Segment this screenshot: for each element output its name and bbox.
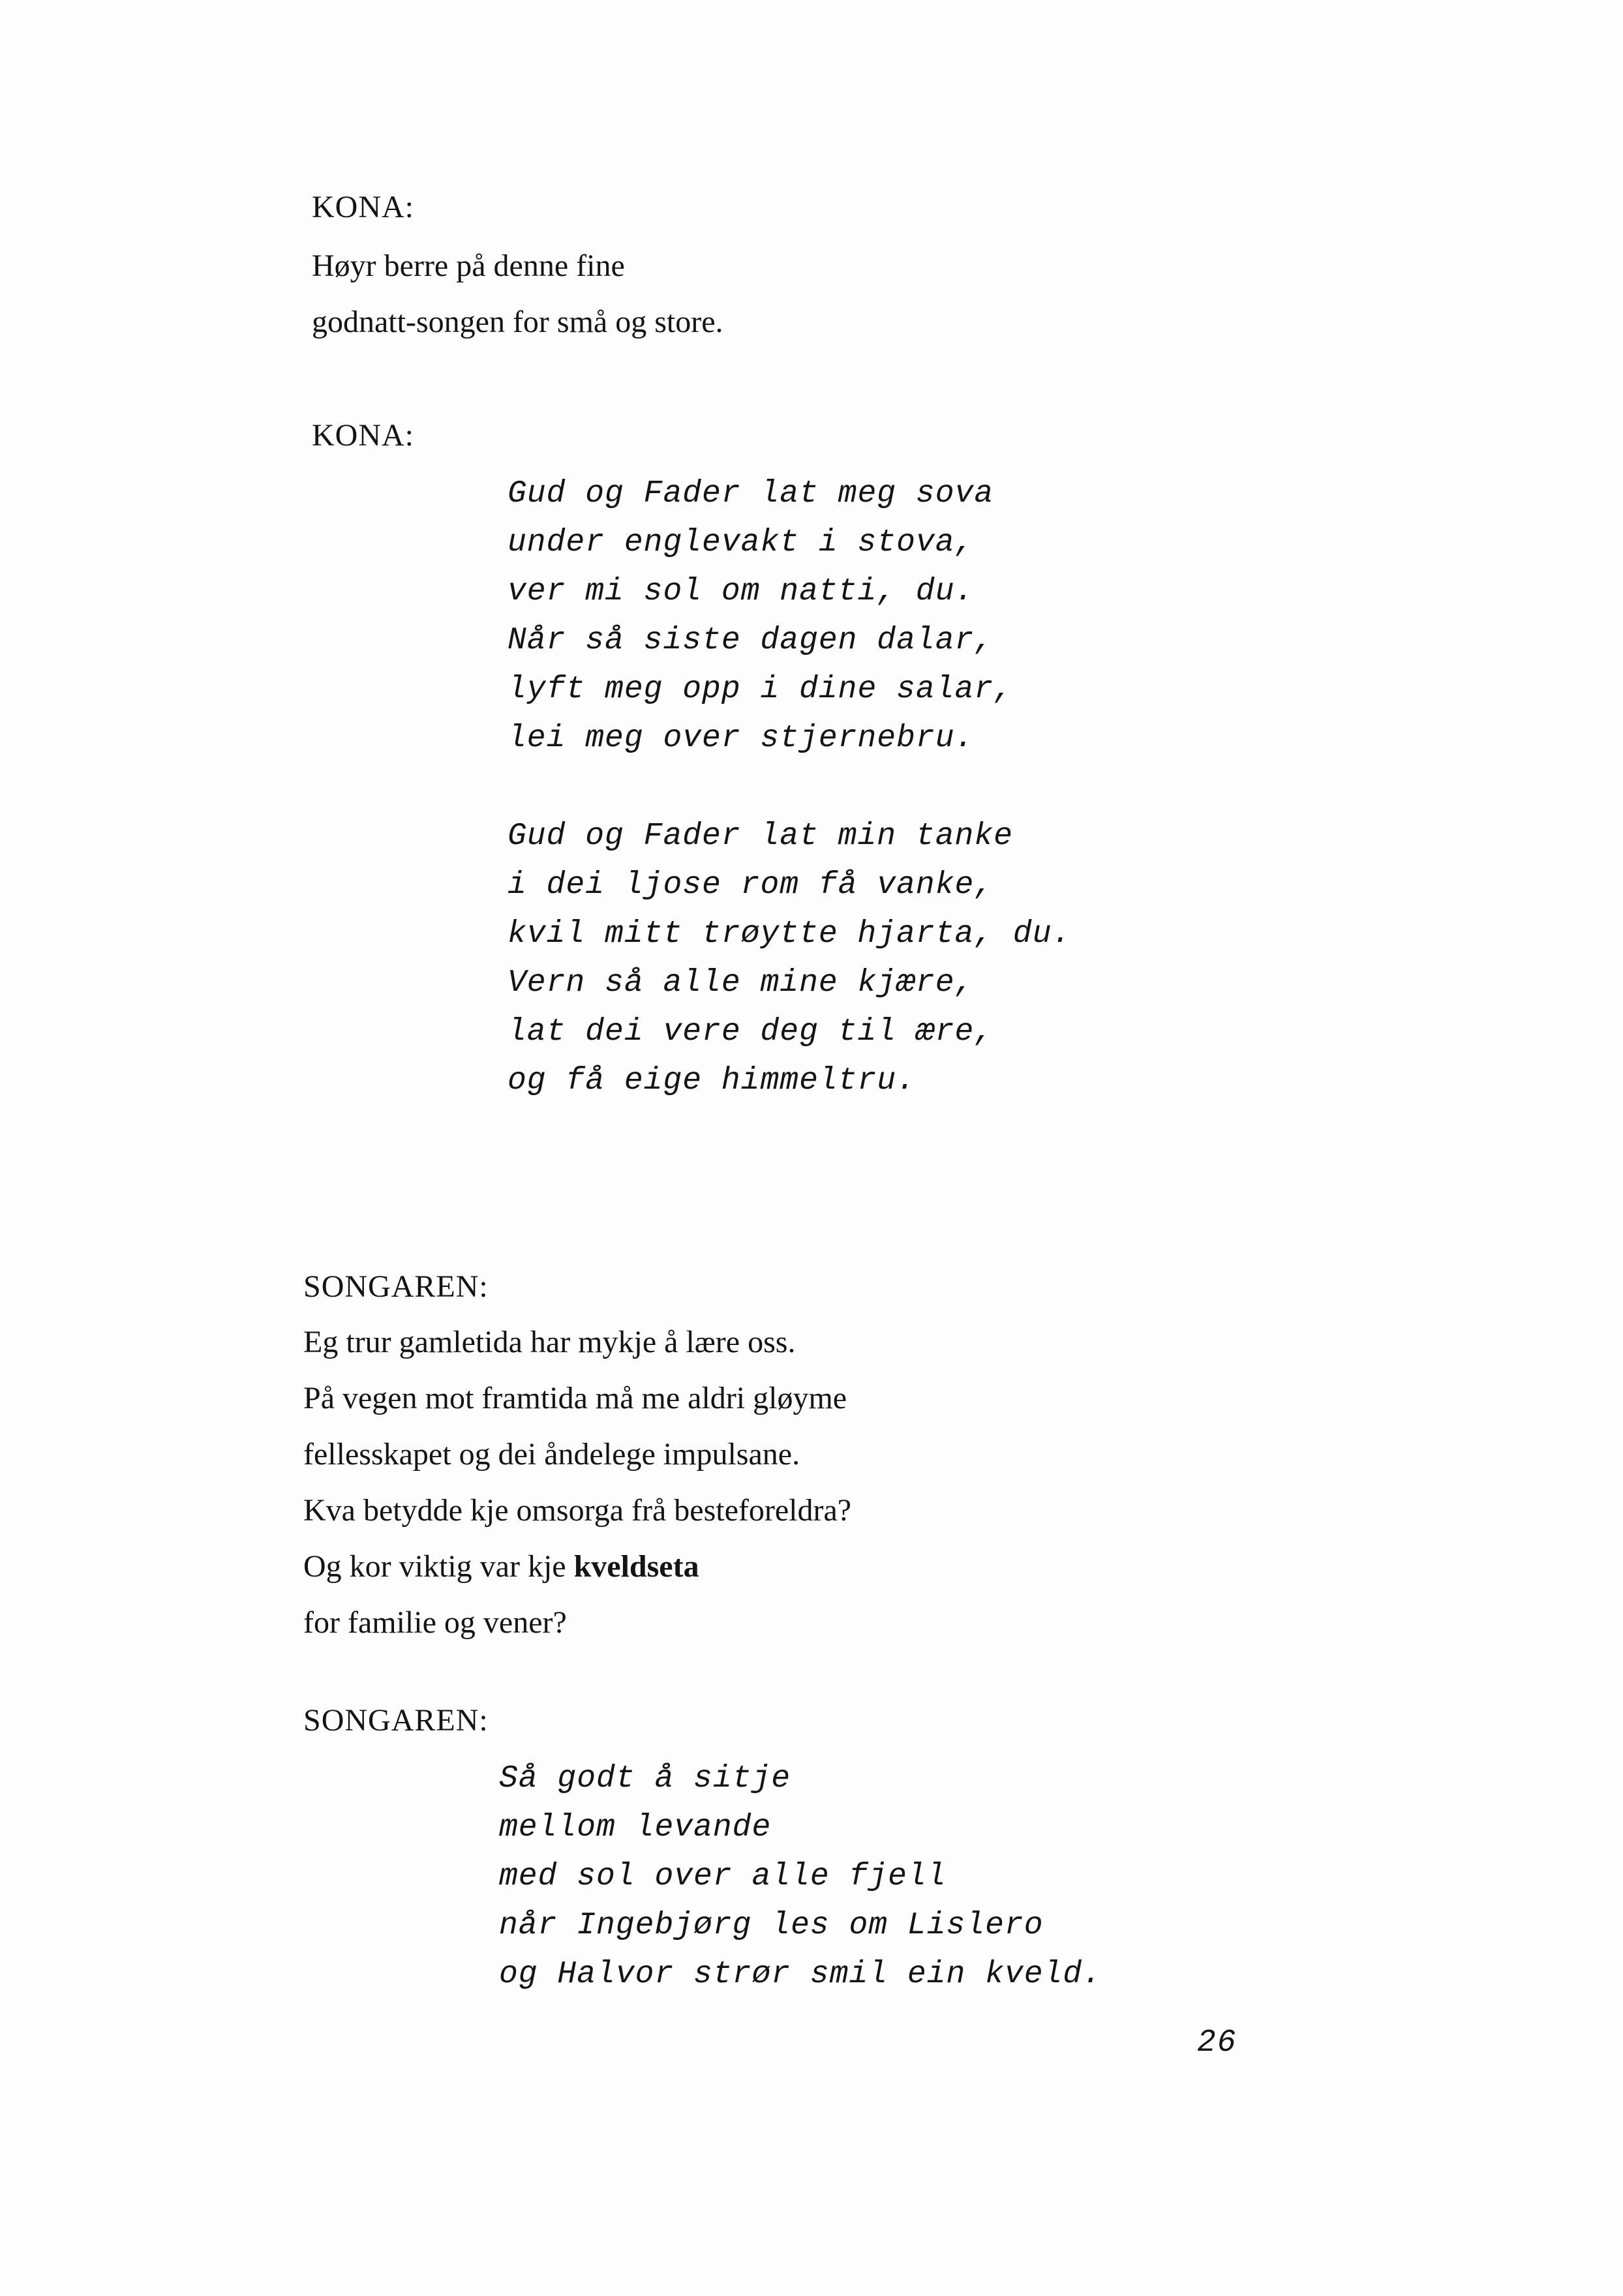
dialogue-block xyxy=(303,1314,851,1651)
speaker-label: SONGAREN: xyxy=(303,1703,489,1738)
verse-line: Vern så alle mine kjære, xyxy=(508,965,975,1001)
dialogue-line: Høyr berre på denne fine xyxy=(312,249,625,283)
dialogue-line: for familie og vener? xyxy=(303,1605,567,1640)
dialogue-line: Kva betydde kje omsorga frå besteforeldra? xyxy=(303,1493,852,1528)
emphasized-word: kveldseta xyxy=(573,1549,699,1584)
dialogue-line: godnatt-songen for små og store. xyxy=(312,305,723,339)
verse-block xyxy=(499,1755,1102,1999)
dialogue-text: Og kor viktig var kje xyxy=(303,1549,574,1584)
verse-line: kvil mitt trøytte hjarta, du. xyxy=(508,916,1072,952)
dialogue-block xyxy=(312,238,723,350)
dialogue-line: På vegen mot framtida må me aldri gløyme xyxy=(303,1381,847,1415)
speaker-label: SONGAREN: xyxy=(303,1269,489,1304)
dialogue-line: Eg trur gamletida har mykje å lære oss. xyxy=(303,1325,796,1359)
verse-line: lei meg over stjernebru. xyxy=(508,721,975,756)
verse-line: Så godt å sitje xyxy=(499,1761,791,1796)
verse-line: Når så siste dagen dalar, xyxy=(508,623,994,658)
verse-line: med sol over alle fjell xyxy=(499,1859,947,1894)
verse-line: under englevakt i stova, xyxy=(508,525,975,560)
verse-line: i dei ljose rom få vanke, xyxy=(508,868,994,903)
speaker-label: KONA: xyxy=(312,418,414,453)
verse-line: mellom levande xyxy=(499,1810,772,1845)
verse-line: lat dei vere deg til ære, xyxy=(508,1014,994,1050)
dialogue-line xyxy=(303,1539,851,1595)
verse-line: når Ingebjørg les om Lislero xyxy=(499,1908,1044,1943)
speaker-label: KONA: xyxy=(312,190,414,224)
page-number: 26 xyxy=(1197,2025,1237,2061)
verse-block xyxy=(508,812,1071,1106)
verse-line: Gud og Fader lat min tanke xyxy=(508,819,1013,854)
verse-line: Gud og Fader lat meg sova xyxy=(508,476,994,511)
verse-line: lyft meg opp i dine salar, xyxy=(508,672,1013,707)
verse-block xyxy=(508,470,1013,763)
verse-line: og Halvor strør smil ein kveld. xyxy=(499,1957,1102,1992)
verse-line: ver mi sol om natti, du. xyxy=(508,574,975,609)
dialogue-line: fellesskapet og dei åndelege impulsane. xyxy=(303,1437,800,1472)
verse-line: og få eige himmeltru. xyxy=(508,1063,916,1098)
